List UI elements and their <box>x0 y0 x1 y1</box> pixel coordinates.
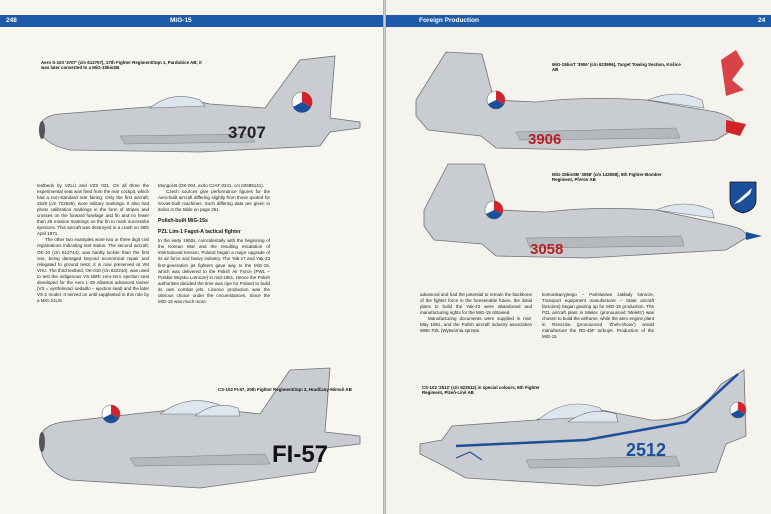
left-page <box>0 0 383 514</box>
right-page-number: 24 <box>758 17 766 24</box>
left-running-title: MiG-15 <box>170 17 192 24</box>
aircraft-profile-2512 <box>386 362 771 512</box>
code-fi57: FI-57 <box>272 441 329 468</box>
code-3058: 3058 <box>530 241 564 258</box>
para-manufacturing: Manufacturing documents were supplied in mid-May 1951, and the Polish aircraft industry association WBK PZL (Wytwórnia sprzętu <box>420 316 532 334</box>
right-running-title: Foreign Production <box>419 17 479 24</box>
caption-mig-3906: MiG-15bisT '3906' (c/n 623906), Target Towing Section, Košice AB <box>552 62 681 73</box>
aircraft-profile-3707 <box>0 48 383 168</box>
subheading-lim1: PZL Lim-1 Fagot-A tactical fighter <box>158 229 241 236</box>
caption-cs102-fi57: CS-102 FI-57, 20th Fighter Regiment/Sqn 3, Hradčany-Mimoň AB <box>218 387 352 392</box>
right-column-1 <box>420 292 532 334</box>
code-3707: 3707 <box>228 123 266 142</box>
right-column-2 <box>542 292 654 340</box>
left-page-number: 248 <box>6 17 17 24</box>
caption-aero-3707: Aero S-103 '3707' (c/n 613707), 17th Fighter Regiment/Sqn 1, Pardubice AB; it was later converted to a MiG-15bisSB <box>41 60 202 71</box>
aircraft-profile-fi57 <box>0 362 383 512</box>
para-czech-sources: Czech sources give performance figures for the Aero-built aircraft differing slightly from those quoted for Soviet-built machines. Such differing data are given in italics in the table on page 251. <box>158 189 270 213</box>
caption-cs102-2512: CS-102 '2512' (c/n 922512) in special colours, 6th Fighter Regiment, Plzeň-Líně AB <box>422 385 540 396</box>
para-other-two: The other two examples wore two or three digit civil registrations indicating test status. The second aircraft, OK-10 (c/n 612744), was hardly luckier than the first one, being damaged beyond economical repair and relegated to ground tests; it is now preserved at VM VHU. The third testbed, OK-010 (c/n 822210), was used to test the indigenous VS-1BRI zero-zero ejection seat developed for the Aero L-39 Albatros advanced trainer (VS = vystřelovací sedadlo – ejection seat) and the later VS-2 model. It served on until supplanted in this role by a MiG-21US <box>37 237 149 303</box>
right-page <box>386 0 771 514</box>
right-header-bar <box>386 15 771 27</box>
code-2512: 2512 <box>626 440 667 460</box>
caption-mig-3058: MiG-15bisSB '3058' (c/n 143058), 6th Fighter-Bomber Regiment, Přerov AB <box>552 172 662 183</box>
para-early-1950s: In the early 1950s, coincidentally with the beginning of the Korean War and the resulting escalation of international tension, Poland began a major upgrade of its air force and heavy industry. The Yak-17 and Yak-23 first-generation jet fighters gave way to the MiG-15, which was delivered to the Polish Air Force (PWL – Polskie Wojsko Lotnicze) in mid-1951. Hence the Polish authorities decided the time was ripe for Poland to build its own combat jets. Licence production was the obvious choice under the circumstances. Since the MiG-15 was much more <box>158 238 270 304</box>
left-column-2 <box>158 183 270 305</box>
para-testbeds: testbeds by VZLÚ and VZS 031. On all three the experimental seat was fired from the rear cockpit, which had a non-standard rear fairing. Only the first aircraft, 2528 (c/n 722528), wore military markings. It also had photo calibration markings in the form of stripes and crosses on the forward fuselage and fin and no fewer than 45 mission markings on the fin to mark successful ejections. This aircraft was destroyed in a crash on 30th April 1971. <box>37 183 149 237</box>
code-3906: 3906 <box>528 131 562 148</box>
left-column-1 <box>37 183 149 304</box>
aircraft-profile-3906 <box>386 40 771 160</box>
para-advanced: advanced and had the potential to remain the backbone of the fighter force in the foreseeable future, the initial plans to build the Yak-23 were abandoned and manufacturing rights for the MiG-15 obtained. <box>420 292 532 316</box>
unit-badge-icon <box>728 180 758 214</box>
subheading-polish: Polish-built MiG-15s <box>158 218 208 225</box>
para-komunikacyjnego: komunikacyjnego – Państwowe zakłady lotnicze, Transport equipment manufacturer – State aircraft factories) began gearing up for MiG-15 production. The PZL aircraft plant in Mielec (pronounced 'Melets') was chosen to build the airframe, while the aero engine plant in Rzeszów (pronounced 'Zheh-shoov') would manufacture the RD-45F turbojet. Production of the MiG-15 <box>542 292 654 340</box>
left-header-bar <box>0 15 383 27</box>
para-mongol: Mongol-B (OK-004, ex/to CzAF 0241, c/n 02685141). <box>158 183 265 188</box>
aircraft-profile-3058 <box>386 158 771 268</box>
